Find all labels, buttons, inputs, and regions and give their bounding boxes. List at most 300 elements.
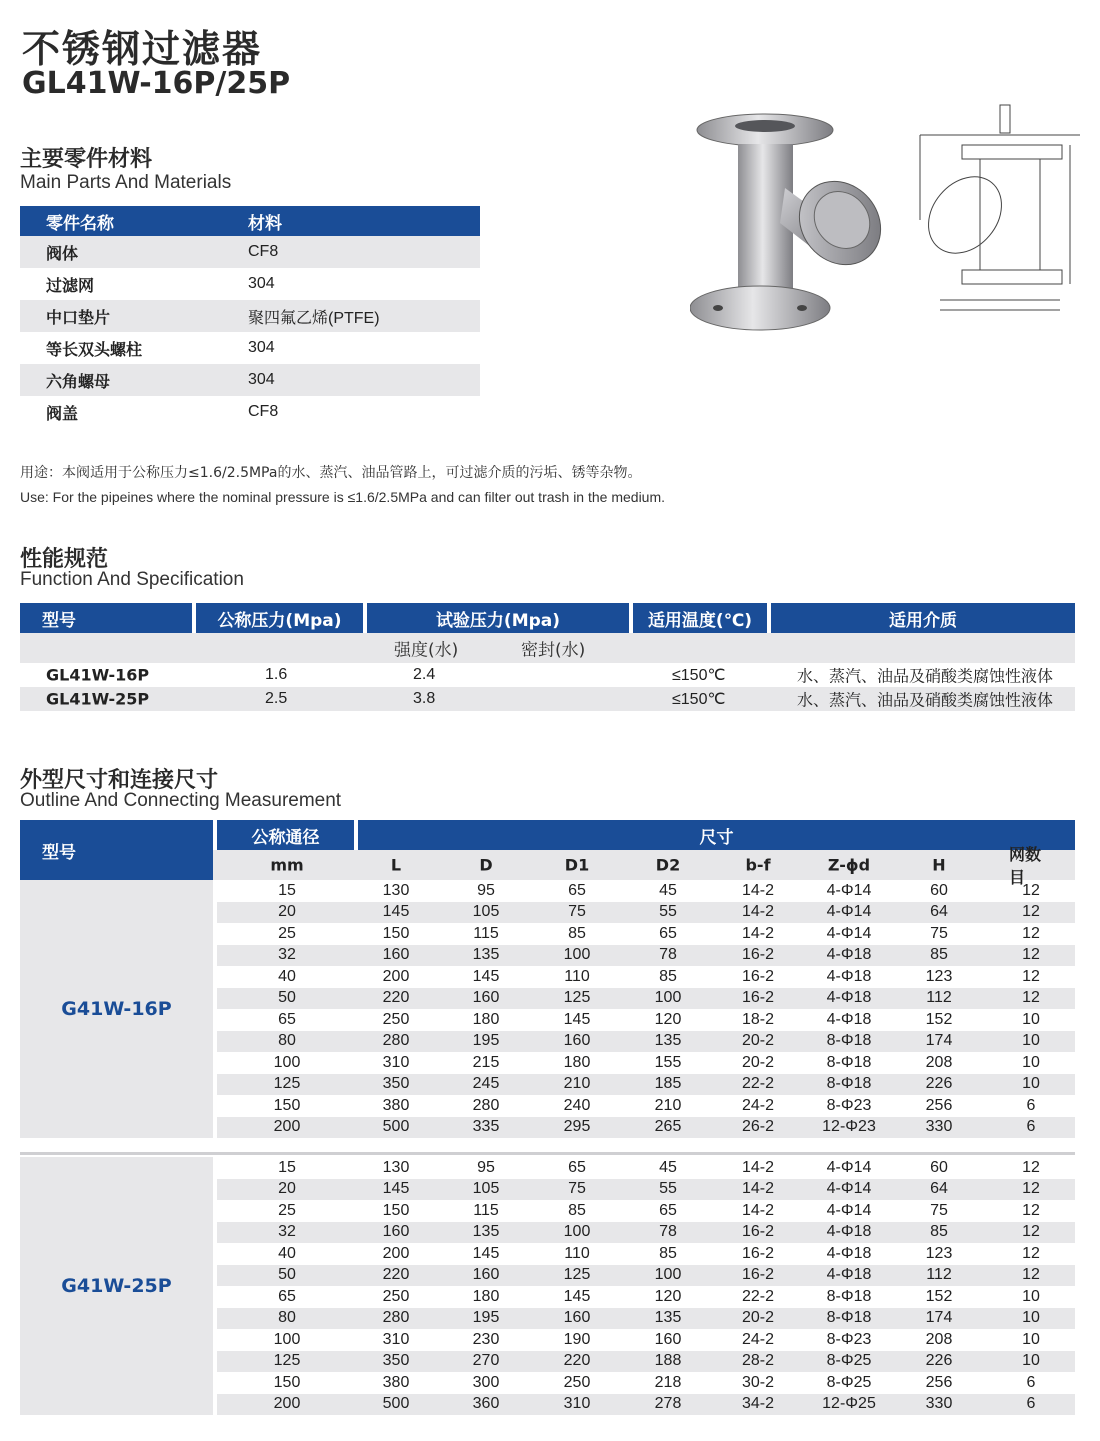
- materials-material: 304: [248, 339, 275, 356]
- table-row: [217, 1394, 1075, 1416]
- dim-cell: 14-2: [741, 903, 775, 921]
- dim-cell: 150: [382, 1201, 410, 1219]
- dim-cell: 34-2: [741, 1395, 775, 1413]
- table-row: [217, 1031, 1075, 1053]
- dim-col-size: 尺寸: [358, 820, 1075, 850]
- dim-cell: 4-Φ14: [826, 903, 872, 921]
- table-row: [217, 945, 1075, 967]
- dim-cell: 160: [654, 1330, 682, 1348]
- perf-col-test-pressure: 试验压力(Mpa): [367, 603, 629, 633]
- dim-cell: 145: [472, 1244, 500, 1262]
- dim-cell: 12: [1022, 903, 1040, 921]
- dim-cell: 6: [1026, 1118, 1036, 1136]
- dim-cell: 80: [278, 1032, 296, 1050]
- materials-part: 中口垫片: [46, 307, 111, 327]
- dim-cell: 45: [659, 1158, 677, 1176]
- dim-cell: 310: [382, 1330, 410, 1348]
- dim-cell: 55: [659, 1180, 677, 1198]
- materials-table: [20, 206, 480, 428]
- dim-cell: 12: [1022, 1158, 1040, 1176]
- dim-cell: 110: [564, 967, 590, 985]
- dim-group-model: G41W-16P: [20, 880, 213, 1138]
- perf-sub-strength: 强度(水): [394, 640, 459, 661]
- dim-cell: 30-2: [741, 1373, 775, 1391]
- dim-cell: 220: [382, 989, 410, 1007]
- perf-row-strength: 2.4: [413, 666, 436, 683]
- dim-cell: 270: [472, 1352, 500, 1370]
- valve-drawing: [910, 100, 1085, 325]
- dim-cell: 4-Φ18: [826, 1223, 872, 1241]
- dim-cell: 200: [273, 1118, 301, 1136]
- materials-material: 304: [248, 371, 275, 388]
- materials-row: [20, 332, 480, 364]
- dim-cell: 110: [564, 1244, 590, 1262]
- perf-row-pressure: 1.6: [265, 666, 288, 683]
- dim-cell: 360: [472, 1395, 500, 1413]
- materials-part: 等长双头螺柱: [46, 339, 143, 359]
- table-row: [217, 1095, 1075, 1117]
- dim-cell: 145: [382, 1180, 410, 1198]
- dim-cell: 500: [382, 1118, 410, 1136]
- dim-cell: 330: [925, 1395, 953, 1413]
- dim-col-1: L: [390, 855, 402, 875]
- dim-cell: 105: [472, 903, 500, 921]
- dim-cell: 100: [563, 1223, 591, 1241]
- dim-col-model: 型号: [20, 820, 213, 880]
- dim-cell: 112: [926, 1266, 952, 1284]
- dim-cell: 226: [925, 1075, 953, 1093]
- dim-group: [20, 1157, 1075, 1415]
- dim-cell: 85: [930, 1223, 948, 1241]
- dim-cell: 256: [925, 1096, 953, 1114]
- dim-col-4: D2: [655, 855, 681, 875]
- dim-cell: 8-Φ18: [826, 1287, 872, 1305]
- dim-cell: 10: [1022, 1352, 1040, 1370]
- dim-cell: 24-2: [741, 1096, 775, 1114]
- materials-part: 六角螺母: [46, 371, 111, 391]
- dim-cell: 4-Φ18: [826, 946, 872, 964]
- table-row: [217, 1200, 1075, 1222]
- dim-cell: 25: [278, 924, 296, 942]
- dim-cell: 100: [563, 946, 591, 964]
- dim-cell: 85: [568, 924, 586, 942]
- dim-cell: 125: [563, 1266, 591, 1284]
- dim-cell: 8-Φ18: [826, 1053, 872, 1071]
- table-row: [217, 880, 1075, 902]
- materials-row: [20, 300, 480, 332]
- dim-cell: 6: [1026, 1373, 1036, 1391]
- materials-material: CF8: [248, 243, 279, 260]
- dim-cell: 215: [472, 1053, 500, 1071]
- dim-cell: 28-2: [741, 1352, 775, 1370]
- dim-cell: 4-Φ18: [826, 989, 872, 1007]
- dim-cell: 280: [382, 1032, 410, 1050]
- dim-cell: 256: [925, 1373, 953, 1391]
- dim-cell: 310: [563, 1395, 591, 1413]
- dim-cell: 16-2: [741, 946, 775, 964]
- perf-row-model: GL41W-25P: [46, 689, 150, 709]
- performance-header: [20, 603, 1075, 633]
- dim-cell: 10: [1022, 1053, 1040, 1071]
- dim-cell: 210: [654, 1096, 682, 1114]
- table-row: [217, 1117, 1075, 1139]
- dim-cell: 40: [278, 967, 296, 985]
- dim-cell: 4-Φ14: [826, 1158, 872, 1176]
- dim-cell: 220: [563, 1352, 591, 1370]
- dim-cell: 65: [568, 881, 586, 899]
- dim-cell: 12-Φ23: [822, 1118, 876, 1136]
- dim-cell: 22-2: [741, 1075, 775, 1093]
- dim-cell: 20-2: [741, 1032, 775, 1050]
- dim-cell: 65: [278, 1287, 296, 1305]
- dim-cell: 10: [1022, 1075, 1040, 1093]
- dim-cell: 12-Φ25: [822, 1395, 876, 1413]
- table-row: [217, 1157, 1075, 1179]
- dim-cell: 380: [382, 1096, 410, 1114]
- dim-cell: 265: [654, 1118, 682, 1136]
- materials-title-zh: 主要零件材料: [20, 147, 153, 172]
- dim-cell: 125: [563, 989, 591, 1007]
- dim-cell: 100: [273, 1053, 301, 1071]
- dim-cell: 4-Φ18: [826, 1010, 872, 1028]
- dim-cell: 120: [654, 1287, 682, 1305]
- dim-cell: 250: [382, 1287, 410, 1305]
- dim-cell: 10: [1022, 1287, 1040, 1305]
- dim-col-3: D1: [564, 855, 590, 875]
- dim-cell: 195: [472, 1032, 500, 1050]
- perf-col-pressure: 公称压力(Mpa): [196, 603, 363, 633]
- dim-cell: 123: [925, 1244, 953, 1262]
- dim-cell: 180: [472, 1287, 500, 1305]
- dim-cell: 12: [1022, 924, 1040, 942]
- dim-cell: 210: [563, 1075, 591, 1093]
- table-row: [217, 1351, 1075, 1373]
- dim-cell: 15: [278, 1158, 296, 1176]
- dim-cell: 240: [563, 1096, 591, 1114]
- dim-cell: 22-2: [741, 1287, 775, 1305]
- dim-cell: 12: [1022, 989, 1040, 1007]
- dim-cell: 20: [278, 903, 296, 921]
- dim-cell: 278: [654, 1395, 682, 1413]
- dim-cell: 12: [1022, 1180, 1040, 1198]
- materials-material: 聚四氟乙烯(PTFE): [248, 309, 380, 327]
- dim-cell: 14-2: [741, 881, 775, 899]
- dim-cell: 4-Φ14: [826, 924, 872, 942]
- materials-part: 阀体: [46, 243, 79, 263]
- dim-cell: 330: [925, 1118, 953, 1136]
- dim-cell: 230: [472, 1330, 500, 1348]
- dim-cell: 4-Φ18: [826, 1266, 872, 1284]
- dim-cell: 310: [382, 1053, 410, 1071]
- dim-cell: 12: [1022, 967, 1040, 985]
- dim-cell: 160: [563, 1032, 591, 1050]
- dim-cell: 16-2: [741, 1266, 775, 1284]
- dim-cell: 4-Φ14: [826, 1201, 872, 1219]
- dim-cell: 250: [563, 1373, 591, 1391]
- perf-row-temp: ≤150℃: [672, 691, 726, 708]
- usage-zh: 用途：本阀适用于公称压力≤1.6/2.5MPa的水、蒸汽、油品管路上，可过滤介质的污垢、锈等杂物。: [20, 465, 642, 481]
- dim-col-8: 网数目: [1009, 845, 1042, 887]
- dim-cell: 145: [382, 903, 410, 921]
- dim-cell: 8-Φ18: [826, 1309, 872, 1327]
- dim-cell: 115: [473, 1201, 499, 1219]
- dim-cell: 20: [278, 1180, 296, 1198]
- dim-cell: 160: [472, 1266, 500, 1284]
- dim-cell: 380: [382, 1373, 410, 1391]
- dim-cell: 300: [472, 1373, 500, 1391]
- table-row: [217, 966, 1075, 988]
- dim-cell: 180: [563, 1053, 591, 1071]
- materials-part: 过滤网: [46, 275, 95, 295]
- dim-cell: 26-2: [741, 1118, 775, 1136]
- perf-row-strength: 3.8: [413, 690, 436, 707]
- materials-title-en: Main Parts And Materials: [20, 172, 232, 193]
- performance-title-zh: 性能规范: [20, 547, 109, 572]
- dim-cell: 130: [382, 881, 410, 899]
- dim-cell: 150: [273, 1373, 301, 1391]
- dim-cell: 245: [472, 1075, 500, 1093]
- table-row: [217, 1265, 1075, 1287]
- perf-row: [20, 687, 1075, 711]
- dim-cell: 14-2: [741, 1158, 775, 1176]
- dim-cell: 75: [930, 1201, 948, 1219]
- dim-cell: 50: [278, 989, 296, 1007]
- dim-cell: 8-Φ23: [826, 1096, 872, 1114]
- page-title: 不锈钢过滤器: [22, 27, 263, 71]
- dim-cell: 50: [278, 1266, 296, 1284]
- dim-cell: 208: [925, 1053, 953, 1071]
- usage-en: Use: For the pipeines where the nominal pressure is ≤1.6/2.5MPa and can filter out trash in the medium.: [20, 489, 666, 505]
- materials-material: CF8: [248, 403, 279, 420]
- dim-cell: 335: [472, 1118, 500, 1136]
- dim-cell: 24-2: [741, 1330, 775, 1348]
- dim-col-7: H: [932, 855, 946, 875]
- dim-cell: 12: [1022, 881, 1040, 899]
- perf-row-pressure: 2.5: [265, 690, 288, 707]
- dim-cell: 65: [278, 1010, 296, 1028]
- materials-row: [20, 396, 480, 428]
- dim-col-6: Z-ϕd: [827, 855, 871, 875]
- dim-cell: 135: [654, 1309, 682, 1327]
- dim-cell: 150: [382, 924, 410, 942]
- dim-cell: 78: [659, 1223, 677, 1241]
- dim-cell: 10: [1022, 1010, 1040, 1028]
- dim-cell: 80: [278, 1309, 296, 1327]
- dim-cell: 8-Φ18: [826, 1032, 872, 1050]
- materials-material: 304: [248, 275, 275, 292]
- dim-cell: 250: [382, 1010, 410, 1028]
- group-separator: [20, 1152, 1075, 1155]
- table-row: [217, 902, 1075, 924]
- dim-cell: 14-2: [741, 1180, 775, 1198]
- materials-row: [20, 268, 480, 300]
- dim-cell: 10: [1022, 1032, 1040, 1050]
- dim-cell: 350: [382, 1352, 410, 1370]
- dim-cell: 160: [382, 946, 410, 964]
- dim-cell: 218: [654, 1373, 682, 1391]
- dim-cell: 12: [1022, 1266, 1040, 1284]
- table-row: [217, 1329, 1075, 1351]
- dim-cell: 6: [1026, 1096, 1036, 1114]
- dim-cell: 200: [273, 1395, 301, 1413]
- dim-cell: 208: [925, 1330, 953, 1348]
- dim-cell: 16-2: [741, 967, 775, 985]
- dim-cell: 180: [472, 1010, 500, 1028]
- performance-title-en: Function And Specification: [20, 569, 244, 590]
- dim-cell: 100: [654, 1266, 682, 1284]
- dim-cell: 8-Φ25: [826, 1352, 872, 1370]
- dim-cell: 20-2: [741, 1053, 775, 1071]
- dim-cell: 78: [659, 946, 677, 964]
- dim-cell: 152: [925, 1010, 953, 1028]
- dim-cell: 160: [563, 1309, 591, 1327]
- dim-cell: 135: [472, 946, 500, 964]
- dimensions-table: [20, 820, 1075, 1415]
- table-row: [217, 923, 1075, 945]
- table-row: [217, 988, 1075, 1010]
- table-row: [217, 1074, 1075, 1096]
- dim-cell: 174: [925, 1309, 953, 1327]
- dim-cell: 160: [382, 1223, 410, 1241]
- dim-cell: 135: [654, 1032, 682, 1050]
- dim-cell: 4-Φ18: [826, 1244, 872, 1262]
- dim-cell: 150: [273, 1096, 301, 1114]
- perf-row-medium: 水、蒸汽、油品及硝酸类腐蚀性液体: [797, 666, 1054, 686]
- perf-row: [20, 663, 1075, 687]
- materials-header: [20, 206, 480, 236]
- table-row: [217, 1009, 1075, 1031]
- dim-cell: 75: [930, 924, 948, 942]
- performance-table: [20, 603, 1075, 711]
- dimensions-title-en: Outline And Connecting Measurement: [20, 790, 342, 811]
- dim-cell: 40: [278, 1244, 296, 1262]
- dim-cell: 115: [473, 924, 499, 942]
- dim-group-model: G41W-25P: [20, 1157, 213, 1415]
- dim-cell: 16-2: [741, 1244, 775, 1262]
- dim-cell: 75: [568, 1180, 586, 1198]
- dim-subheader: [213, 845, 1075, 887]
- table-row: [217, 1372, 1075, 1394]
- dim-cell: 85: [659, 1244, 677, 1262]
- dim-cell: 25: [278, 1201, 296, 1219]
- dim-cell: 500: [382, 1395, 410, 1413]
- dim-cell: 125: [273, 1352, 301, 1370]
- dim-col-dn: 公称通径: [217, 820, 354, 850]
- dimensions-title-zh: 外型尺寸和连接尺寸: [20, 768, 219, 793]
- dim-cell: 350: [382, 1075, 410, 1093]
- dim-cell: 95: [477, 1158, 495, 1176]
- dim-cell: 185: [654, 1075, 682, 1093]
- dim-cell: 10: [1022, 1309, 1040, 1327]
- dim-cell: 226: [925, 1352, 953, 1370]
- dim-cell: 190: [563, 1330, 591, 1348]
- perf-sub-seal: 密封(水): [521, 640, 586, 661]
- dim-cell: 135: [472, 1223, 500, 1241]
- dim-cell: 14-2: [741, 924, 775, 942]
- dim-cell: 85: [659, 967, 677, 985]
- dim-col-5: b-f: [745, 855, 771, 875]
- dim-cell: 12: [1022, 946, 1040, 964]
- materials-part: 阀盖: [46, 403, 79, 423]
- perf-row-medium: 水、蒸汽、油品及硝酸类腐蚀性液体: [797, 690, 1054, 710]
- dim-cell: 64: [930, 903, 948, 921]
- perf-row-model: GL41W-16P: [46, 665, 150, 685]
- dim-cell: 32: [278, 946, 296, 964]
- perf-subheader: [20, 633, 1075, 663]
- table-row: [217, 1179, 1075, 1201]
- dim-cell: 14-2: [741, 1201, 775, 1219]
- dim-cell: 100: [273, 1330, 301, 1348]
- dim-cell: 130: [382, 1158, 410, 1176]
- dim-cell: 20-2: [741, 1309, 775, 1327]
- materials-row: [20, 236, 480, 268]
- materials-col-material: 材料: [248, 213, 282, 234]
- dim-cell: 8-Φ23: [826, 1330, 872, 1348]
- dim-cell: 120: [654, 1010, 682, 1028]
- dim-cell: 85: [930, 946, 948, 964]
- dim-cell: 160: [472, 989, 500, 1007]
- dim-cell: 60: [930, 1158, 948, 1176]
- dim-cell: 125: [273, 1075, 301, 1093]
- dim-cell: 60: [930, 881, 948, 899]
- dim-cell: 8-Φ25: [826, 1373, 872, 1391]
- dim-cell: 16-2: [741, 1223, 775, 1241]
- dim-cell: 200: [382, 967, 410, 985]
- dim-cell: 100: [654, 989, 682, 1007]
- dim-cell: 15: [278, 881, 296, 899]
- dim-cell: 188: [654, 1352, 682, 1370]
- dim-cell: 6: [1026, 1395, 1036, 1413]
- dim-cell: 75: [568, 903, 586, 921]
- dim-cell: 16-2: [741, 989, 775, 1007]
- dim-cell: 4-Φ14: [826, 881, 872, 899]
- dim-group: [20, 880, 1075, 1138]
- dim-cell: 112: [926, 989, 952, 1007]
- dim-cell: 155: [654, 1053, 682, 1071]
- dim-cell: 152: [925, 1287, 953, 1305]
- dim-cell: 145: [472, 967, 500, 985]
- dim-cell: 85: [568, 1201, 586, 1219]
- table-row: [217, 1222, 1075, 1244]
- dim-cell: 123: [925, 967, 953, 985]
- dim-cell: 145: [563, 1287, 591, 1305]
- dim-cell: 8-Φ18: [826, 1075, 872, 1093]
- dim-cell: 10: [1022, 1330, 1040, 1348]
- dim-cell: 12: [1022, 1223, 1040, 1241]
- materials-col-part: 零件名称: [46, 213, 114, 234]
- valve-photo: [690, 108, 890, 333]
- dim-cell: 18-2: [741, 1010, 775, 1028]
- dim-cell: 65: [659, 1201, 677, 1219]
- table-row: [217, 1243, 1075, 1265]
- dim-cell: 200: [382, 1244, 410, 1262]
- dim-cell: 174: [925, 1032, 953, 1050]
- dim-cell: 12: [1022, 1244, 1040, 1262]
- dim-cell: 280: [472, 1096, 500, 1114]
- dim-cell: 195: [472, 1309, 500, 1327]
- dim-cell: 65: [568, 1158, 586, 1176]
- model-number: GL41W-16P/25P: [22, 66, 291, 101]
- dim-cell: 220: [382, 1266, 410, 1284]
- dim-cell: 280: [382, 1309, 410, 1327]
- dim-cell: 145: [563, 1010, 591, 1028]
- materials-row: [20, 364, 480, 396]
- dim-cell: 105: [472, 1180, 500, 1198]
- table-row: [217, 1052, 1075, 1074]
- dim-cell: 45: [659, 881, 677, 899]
- dim-cell: 65: [659, 924, 677, 942]
- dim-cell: 32: [278, 1223, 296, 1241]
